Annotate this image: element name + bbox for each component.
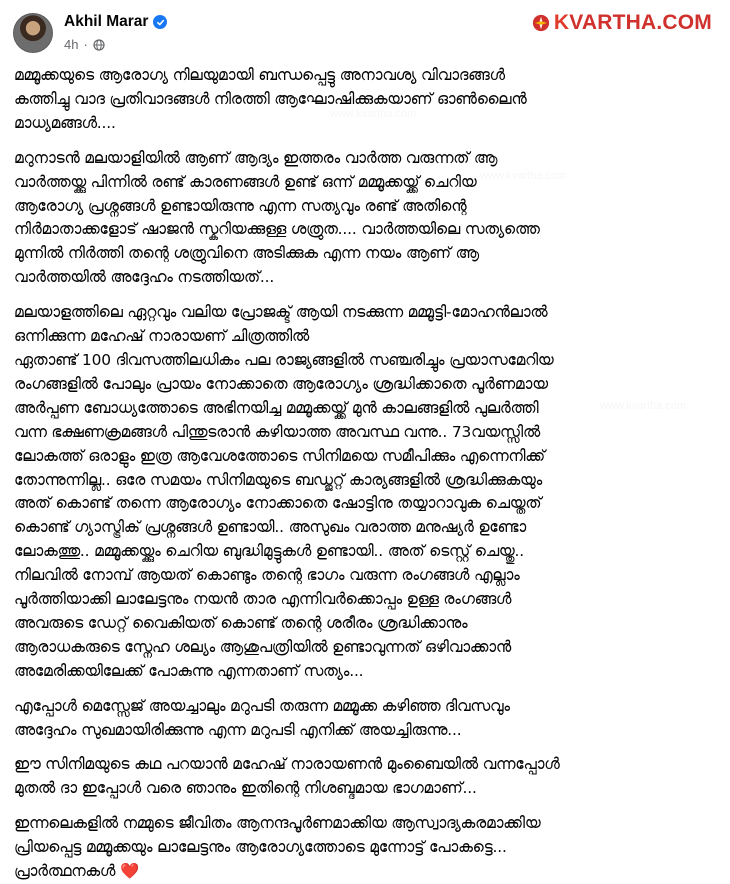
post-body [14,64,722,884]
kvartha-logo-icon [532,14,550,32]
post-paragraph: മമ്മൂക്കയുടെ ആരോഗ്യ നിലയുമായി ബന്ധപ്പെട്ടു അനാവശ്യ വിവാദങ്ങൾ കത്തിച്ചു വാദ പ്രതിവാദങ്ങൾ നിരത്തി ആഘോഷിക്കുകയാണ് ഓൺലൈൻ മാധ്യമങ്ങൾ.... [14,66,527,132]
post-meta [64,37,105,52]
kvartha-brand [532,11,712,35]
brand-name [554,11,712,35]
post-paragraph: എപ്പോൾ മെസ്സേജ് അയച്ചാലും മറുപടി തരുന്ന മമ്മൂക്ക കഴിഞ്ഞ ദിവസവും അദ്ദേഹം സുഖമായിരിക്കുന്നു എന്ന മറുപടി എനിക്ക് അയച്ചിരുന്നു... [14,696,510,739]
post-header [0,0,730,58]
avatar[interactable] [13,13,53,53]
heart-icon: ❤️ [119,862,139,881]
verified-badge-icon [153,15,167,29]
post-paragraph: മലയാളത്തിലെ ഏറ്റവും വലിയ പ്രോജക്ട് ആയി നടക്കുന്ന മമ്മൂട്ടി-മോഹൻലാൽ ഒന്നിക്കുന്ന മഹേഷ് നാരായണ് ചിത്രത്തിൽ ഏതാണ്ട് 100 ദിവസത്തിലധികം പല രാജ്യങ്ങളിൽ സഞ്ചരിച്ചും പ്രയാസമേറിയ രംഗങ്ങളിൽ പോലും പ്രായം നോക്കാതെ ആരോഗ്യം ശ്രദ്ധിക്കാതെ പൂർണമായ അർപ്പണ ബോധ്യത്തോടെ അഭിനയിച്ച മമ്മൂക്കയ്ക്ക് മുൻ കാലങ്ങളിൽ പുലർത്തി വന്ന ഭക്ഷണക്രമങ്ങൾ പിന്തുടരാൻ കഴിയാത്ത അവസ്ഥ വന്നു.. 73വയസ്സിൽ ലോകത്ത് ഒരാളും ഇത്ര ആവേശത്തോടെ സിനിമയെ സമീപിക്കും എന്നെനിക്ക് തോന്നുന്നില്ല.. ഒരേ സമയം സിനിമയുടെ ബഡ്ജറ്റ് കാര്യങ്ങളിൽ ശ്രദ്ധിക്കുകയും അത് കൊണ്ട് തന്നെ ആരോഗ്യം നോക്കാതെ ഷോട്ടിനു തയ്യാറാവുക ചെയ്തത് കൊണ്ട് ഗ്യാസ്ട്രിക് പ്രശ്നങ്ങൾ ഉണ്ടായി.. അസുഖം വരാത്ത മനുഷ്യർ ഉണ്ടോ ലോകത്തു.. മമ്മൂക്കയ്ക്കും ചെറിയ ബുദ്ധിമുട്ടുകൾ ഉണ്ടായി.. അത് ടെസ്റ്റ് ചെയ്തു.. നിലവിൽ നോമ്പ് ആയത് കൊണ്ടും തന്റെ ഭാഗം വരുന്ന രംഗങ്ങൾ എല്ലാം പൂർത്തിയാക്കി ലാലേട്ടനും നയൻ താര എന്നിവർക്കൊപ്പം ഉള്ള രംഗങ്ങൾ അവരുടെ ഡേറ്റ് വൈകിയത് കൊണ്ട് തന്റെ ശരീരം ശ്രദ്ധിക്കാനും ആരാധകരുടെ സ്നേഹ ശല്യം ആശുപത്രിയിൽ ഉണ്ടാവുന്നത് ഒഴിവാക്കാൻ അമേരിക്കയിലേക്ക് പോകുന്നു എന്നതാണ് സത്യം... [14,303,554,680]
brand-name-rest: VARTHA.COM [569,11,712,34]
globe-icon [93,39,105,51]
brand-name-k: K [553,11,570,34]
author-name[interactable]: Akhil Marar [64,13,149,30]
post-paragraph-last [14,812,722,884]
author-line [64,13,167,31]
post-paragraph: മറുനാടൻ മലയാളിയിൽ ആണ് ആദ്യം ഇത്തരം വാർത്ത വരുന്നത് ആ വാർത്തയ്ക്കു പിന്നിൽ രണ്ട് കാരണങ്ങൾ ഉണ്ട് ഒന്ന് മമ്മൂക്കയ്ക്ക് ചെറിയ ആരോഗ്യ പ്രശ്നങ്ങൾ ഉണ്ടായിരുന്നു എന്ന സത്യവും രണ്ട് അതിന്റെ നിർമാതാക്കളോട് ഷാജൻ സ്കറിയക്കുള്ള ശത്രുത.... വാർത്തയിലെ സത്യത്തെ മുന്നിൽ നിർത്തി തന്റെ ശത്രുവിനെ അടിക്കുക എന്ന നയം ആണ് ആ വാർത്തയിൽ അദ്ദേഹം നടത്തിയത്... [14,148,540,287]
separator-dot: · [83,37,88,52]
post-paragraph-text: ഇന്നലെകളിൽ നമ്മുടെ ജീവിതം ആനന്ദപൂർണമാക്കിയ ആസ്വാദ്യകരമാക്കിയ പ്രിയപ്പെട്ട മമ്മൂക്കയും ലാലേട്ടനും ആരോഗ്യത്തോടെ മുന്നോട്ട് പോകട്ടെ... പ്രാർത്ഥനകൾ [14,814,541,881]
post-paragraph: ഈ സിനിമയുടെ കഥ പറയാൻ മഹേഷ് നാരായണൻ മുംബൈയിൽ വന്നപ്പോൾ മുതൽ ദാ ഇപ്പോൾ വരെ ഞാനും ഇതിന്റെ നിശബ്ദമായ ഭാഗമാണ്... [14,755,560,798]
post-time[interactable]: 4h [64,37,79,52]
